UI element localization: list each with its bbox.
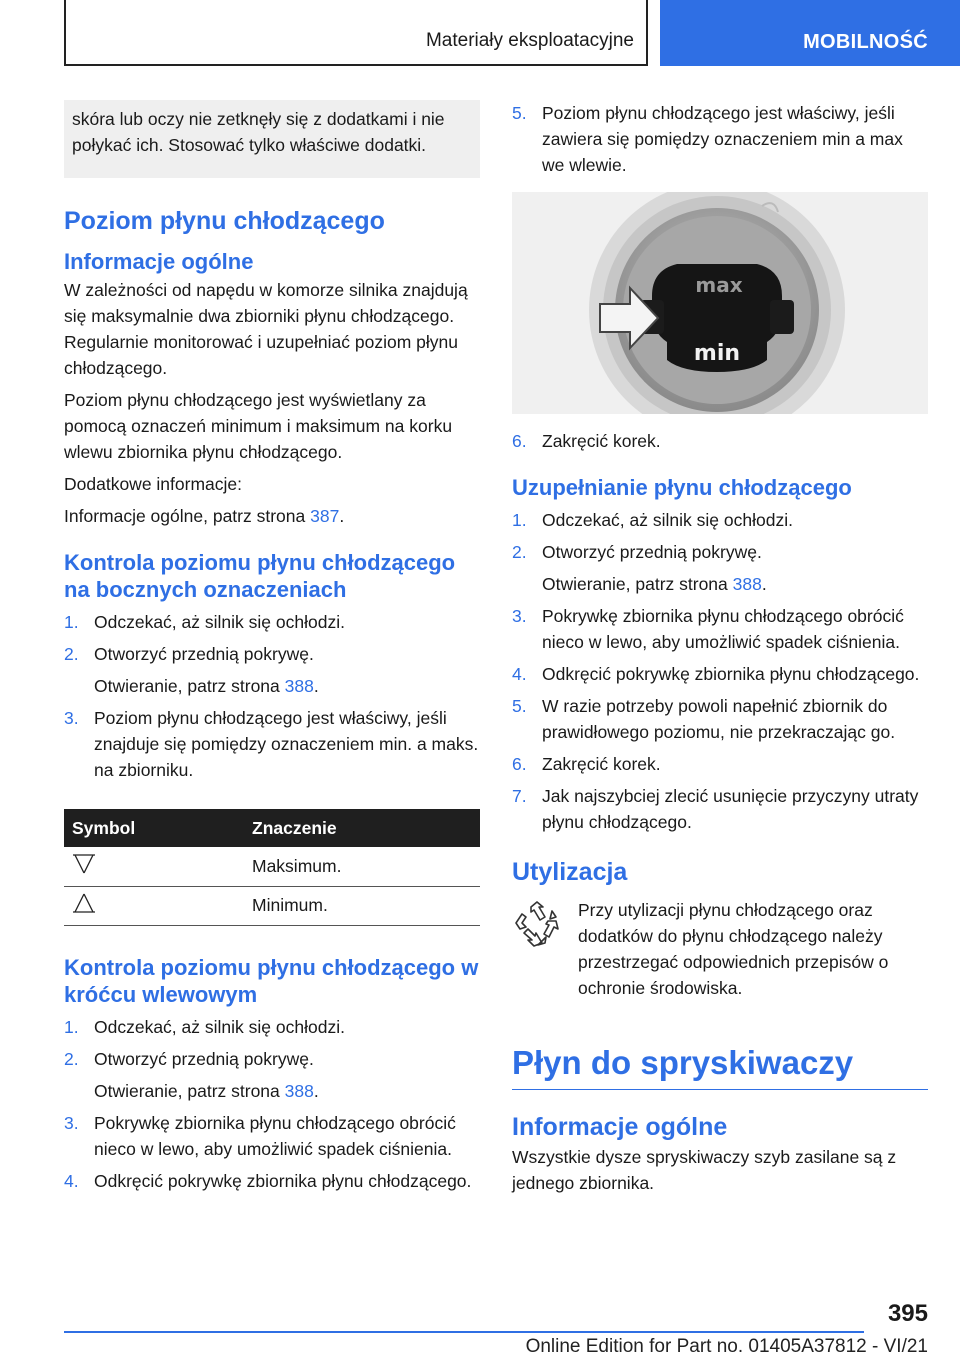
list-item [64, 1168, 480, 1194]
heading-topping-up: Uzupełnianie płynu chłodzącego [512, 475, 852, 500]
table-cell-meaning: Minimum. [244, 886, 480, 925]
paragraph-tanks: W zależności od napędu w komorze silnika znajdują się maksymalnie dwa zbiorniki płynu chłodzącego. Regularnie monitorować i uzupełniać poziom płynu chłodzącego. [64, 280, 468, 378]
step-text: Odkręcić pokrywkę zbiornika płynu chłodzącego. [94, 1170, 472, 1191]
step-end: . [761, 574, 767, 594]
list-item [64, 705, 480, 783]
step-text: Zakręcić korek. [542, 431, 661, 451]
coolant-cap-photo [512, 192, 928, 414]
step-text: Otwieranie, patrz strona [542, 574, 733, 594]
heading-washer-fluid: Płyn do spryskiwaczy [512, 1043, 928, 1090]
header-chapter-tab [660, 0, 960, 66]
list-item [512, 693, 928, 745]
table-header-row [64, 809, 480, 847]
ref-end: . [339, 506, 345, 526]
step-text: Otwieranie, patrz strona [94, 676, 285, 696]
step-number: 6. [512, 431, 527, 451]
header-chapter-title: MOBILNOŚĆ [803, 31, 928, 53]
page-link-388[interactable]: 388 [732, 574, 762, 594]
step-number: 4. [512, 664, 527, 684]
list-item [64, 609, 480, 635]
paragraph-general-ref [64, 503, 480, 529]
footer-edition: Online Edition for Part no. 01405A37812 - VI/21 [525, 1336, 928, 1357]
step-text: Otwieranie, patrz strona [94, 1080, 285, 1101]
step-text: Otworzyć przednią pokrywę. [94, 1048, 314, 1069]
heading-disposal: Utylizacja [512, 858, 628, 886]
list-item [512, 571, 928, 597]
heading-general-info: Informacje ogólne [64, 249, 254, 274]
step-number: 1. [64, 612, 79, 632]
table-cell-symbol [64, 847, 244, 886]
list-item [512, 428, 928, 454]
step-text: Odkręcić pokrywkę zbiornika płynu chłodzącego. [542, 664, 920, 684]
footer-divider [64, 1331, 864, 1333]
page-link-387[interactable]: 387 [310, 506, 340, 526]
list-item [512, 100, 928, 178]
recycling-icon [512, 899, 562, 949]
step-number: 1. [64, 1016, 79, 1037]
step-number: 3. [64, 1112, 79, 1133]
list-item [64, 641, 480, 667]
right-column [512, 100, 928, 1196]
left-column [64, 100, 480, 1194]
list-item [512, 507, 928, 533]
step-number: 3. [64, 708, 79, 728]
list-item [64, 1046, 480, 1072]
table-cell-symbol [64, 886, 244, 925]
table-row [64, 847, 480, 886]
paragraph-additional: Dodatkowe informacje: [64, 474, 242, 494]
table-row [64, 886, 480, 925]
step-number: 2. [64, 1048, 79, 1069]
page-link-388[interactable]: 388 [284, 676, 314, 696]
disposal-text: Przy utylizacji płynu chłodzącego oraz dodatków do płynu chłodzącego należy przestrzegać odpowiednich przepisów o ochronie środowiska. [578, 900, 889, 998]
table-header-meaning: Znaczenie [244, 809, 480, 847]
step-number: 3. [512, 606, 527, 626]
neck-steps-list [64, 1014, 480, 1194]
step-text: Odczekać, aż silnik się ochłodzi. [94, 612, 345, 632]
list-item [512, 603, 928, 655]
step-number: 1. [512, 510, 527, 530]
step6-list [512, 428, 928, 454]
step5-list [512, 100, 928, 178]
step-text: Otworzyć przednią pokrywę. [94, 644, 314, 664]
list-item [512, 539, 928, 565]
step-end: . [313, 676, 319, 696]
heading-filler-neck: Kontrola poziomu płynu chłodzącego w króćcu wlewowym [64, 954, 479, 1007]
step-text: Poziom płynu chłodzącego jest właściwy, jeśli znajduje się pomiędzy oznaczeniem min. a maks. na zbiorniku. [94, 708, 479, 780]
fill-steps-list [512, 507, 928, 835]
list-item [512, 783, 928, 835]
paragraph-markings: Poziom płynu chłodzącego jest wyświetlany za pomocą oznaczeń minimum i maksimum na korku wlewu zbiornika płynu chłodzącego. [64, 390, 453, 462]
step-text: Pokrywkę zbiornika płynu chłodzącego obrócić nieco w lewo, aby umożliwić spadek ciśnienia. [94, 1112, 456, 1159]
page-link-388[interactable]: 388 [284, 1080, 314, 1101]
step-end: . [313, 1080, 319, 1101]
min-marking: min [693, 341, 741, 366]
min-triangle-icon [72, 892, 96, 914]
table-header-symbol: Symbol [64, 809, 244, 847]
header-section-box [64, 0, 648, 66]
header-section-title: Materiały eksploatacyjne [425, 30, 634, 51]
side-steps-list [64, 609, 480, 783]
coolant-cap-illustration [512, 192, 928, 414]
step-text: Jak najszybciej zlecić usunięcie przyczyny utraty płynu chłodzącego. [542, 786, 919, 832]
heading-coolant-level: Poziom płynu chłodzącego [64, 207, 385, 235]
step-text: Odczekać, aż silnik się ochłodzi. [94, 1016, 345, 1037]
list-item [64, 673, 480, 699]
max-triangle-icon [72, 853, 96, 875]
paragraph-washer: Wszystkie dysze spryskiwaczy szyb zasilane są z jednego zbiornika. [512, 1147, 897, 1193]
step-text: Poziom płynu chłodzącego jest właściwy, jeśli zawiera się pomiędzy oznaczeniem min a max we wlewie. [542, 103, 903, 175]
step-number: 2. [512, 542, 527, 562]
list-item [64, 1110, 480, 1162]
table-cell-meaning: Maksimum. [244, 847, 480, 886]
step-text: Otworzyć przednią pokrywę. [542, 542, 762, 562]
step-text: Zakręcić korek. [542, 754, 661, 774]
list-item [64, 1014, 480, 1040]
warning-note: skóra lub oczy nie zetknęły się z dodatkami i nie połykać ich. Stosować tylko właściwe dodatki. [64, 100, 480, 178]
heading-general-info-washer: Informacje ogólne [512, 1113, 728, 1141]
list-item [512, 661, 928, 687]
ref-text: Informacje ogólne, patrz strona [64, 506, 311, 526]
step-text: Pokrywkę zbiornika płynu chłodzącego obrócić nieco w lewo, aby umożliwić spadek ciśnienia. [542, 606, 904, 652]
step-text: W razie potrzeby powoli napełnić zbiornik do prawidłowego poziomu, nie przekraczając go. [542, 696, 896, 742]
symbol-table [64, 809, 480, 926]
step-number: 4. [64, 1170, 79, 1191]
step-number: 5. [512, 696, 527, 716]
heading-side-markings: Kontrola poziomu płynu chłodzącego na bocznych oznaczeniach [64, 550, 456, 602]
step-number: 7. [512, 786, 527, 806]
list-item [64, 1078, 480, 1104]
max-marking: max [695, 273, 743, 297]
list-item [512, 751, 928, 777]
step-number: 6. [512, 754, 527, 774]
step-number: 5. [512, 103, 527, 123]
step-number: 2. [64, 644, 79, 664]
disposal-note [512, 897, 928, 1001]
page-number: 395 [887, 1300, 928, 1327]
step-text: Odczekać, aż silnik się ochłodzi. [542, 510, 793, 530]
